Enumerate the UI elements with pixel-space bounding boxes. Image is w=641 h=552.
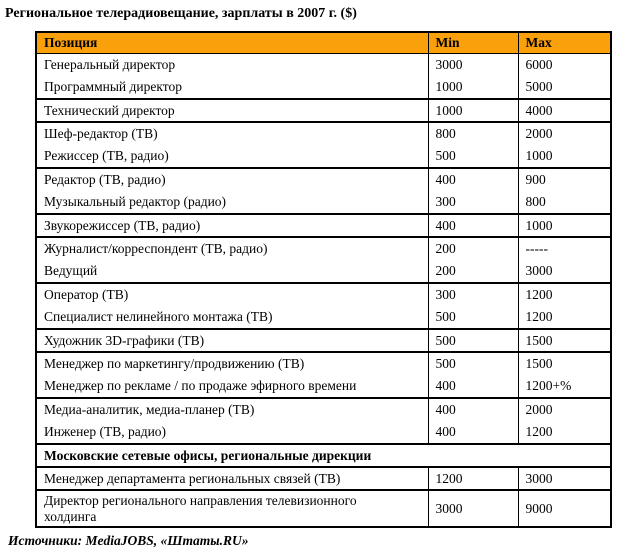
min-cell: 300: [428, 191, 518, 214]
max-cell: 9000: [518, 490, 611, 527]
min-cell: 400: [428, 375, 518, 398]
max-cell: 1200: [518, 306, 611, 329]
table-header: [36, 32, 611, 53]
max-cell: 900: [518, 168, 611, 191]
table-row: [36, 191, 611, 214]
table-row: [36, 53, 611, 76]
position-label: Режиссер (ТВ, радио): [44, 148, 169, 163]
max-cell: 2000: [518, 398, 611, 421]
min-cell: 200: [428, 260, 518, 283]
min-cell: 3000: [428, 53, 518, 76]
source-note: Источники: MediaJOBS, «Штаты.RU»: [8, 533, 249, 548]
max-cell: 800: [518, 191, 611, 214]
position-cell: [36, 53, 428, 76]
position-label: Инженер (ТВ, радио): [44, 424, 167, 439]
max-cell: -----: [518, 237, 611, 260]
position-label: Журналист/корреспондент (ТВ, радио): [44, 241, 268, 256]
min-cell: 400: [428, 168, 518, 191]
table-row: [36, 145, 611, 168]
table-row: [36, 467, 611, 490]
column-header-min: Min: [428, 32, 518, 53]
position-cell: [36, 237, 428, 260]
position-label: Звукорежиссер (ТВ, радио): [44, 217, 201, 233]
position-cell: [36, 145, 428, 168]
max-cell: 1000: [518, 214, 611, 237]
position-label: Редактор (ТВ, радио): [44, 172, 166, 187]
table-row: [36, 375, 611, 398]
table-row: [36, 444, 611, 467]
max-cell: 1500: [518, 352, 611, 375]
position-label: Программный директор: [44, 79, 182, 94]
position-cell: [36, 375, 428, 398]
min-cell: 500: [428, 145, 518, 168]
position-cell: [36, 168, 428, 191]
position-cell: [36, 352, 428, 375]
min-cell: 200: [428, 237, 518, 260]
max-cell: 1000: [518, 145, 611, 168]
min-cell: 1200: [428, 467, 518, 490]
table-row: [36, 237, 611, 260]
max-cell: 5000: [518, 76, 611, 99]
position-label: Медиа-аналитик, медиа-планер (ТВ): [44, 402, 255, 417]
min-cell: 500: [428, 329, 518, 352]
position-label: Ведущий: [44, 263, 98, 278]
position-cell: [36, 122, 428, 145]
table-row: [36, 398, 611, 421]
page-title: Региональное телерадиовещание, зарплаты в 2007 г. ($): [5, 6, 357, 21]
table-row: [36, 329, 611, 352]
table-row: [36, 214, 611, 237]
min-cell: 1000: [428, 99, 518, 122]
min-cell: 1000: [428, 76, 518, 99]
position-cell: [36, 214, 428, 237]
max-cell: 1500: [518, 329, 611, 352]
position-cell: [36, 490, 428, 527]
position-label: Директор регионального направления телевизионного холдинга: [44, 492, 357, 524]
max-cell: 1200: [518, 283, 611, 306]
position-cell: [36, 467, 428, 490]
position-label: Шеф-редактор (ТВ): [44, 126, 158, 141]
table-row: [36, 352, 611, 375]
position-label: Менеджер по маркетингу/продвижению (ТВ): [44, 356, 305, 371]
min-cell: 500: [428, 352, 518, 375]
min-cell: 800: [428, 122, 518, 145]
position-label: Музыкальный редактор (радио): [44, 194, 227, 209]
min-cell: 400: [428, 398, 518, 421]
position-cell: [36, 444, 611, 467]
min-cell: 500: [428, 306, 518, 329]
max-cell: 1200+%: [518, 375, 611, 398]
min-cell: 300: [428, 283, 518, 306]
max-cell: 6000: [518, 53, 611, 76]
min-cell: 3000: [428, 490, 518, 527]
table-body: [36, 53, 611, 527]
position-label: Специалист нелинейного монтажа (ТВ): [44, 309, 273, 324]
max-cell: 3000: [518, 260, 611, 283]
position-cell: [36, 99, 428, 122]
min-cell: 400: [428, 214, 518, 237]
position-cell: [36, 398, 428, 421]
max-cell: 4000: [518, 99, 611, 122]
position-label: Художник 3D-графики (ТВ): [44, 332, 205, 348]
position-cell: [36, 191, 428, 214]
table-row: [36, 122, 611, 145]
min-cell: 400: [428, 421, 518, 444]
max-cell: 2000: [518, 122, 611, 145]
table-row: [36, 168, 611, 191]
position-cell: [36, 306, 428, 329]
position-label: Менеджер по рекламе / по продаже эфирного времени: [44, 378, 357, 393]
table-row: [36, 421, 611, 444]
salary-table: [35, 31, 612, 528]
column-header-position: Позиция: [36, 32, 428, 53]
position-label: Оператор (ТВ): [44, 287, 129, 302]
position-cell: [36, 283, 428, 306]
position-label: Технический директор: [44, 102, 175, 118]
table-row: [36, 490, 611, 527]
position-label: Московские сетевые офисы, региональные дирекции: [44, 447, 372, 463]
table-row: [36, 99, 611, 122]
position-cell: [36, 260, 428, 283]
position-cell: [36, 421, 428, 444]
position-cell: [36, 329, 428, 352]
max-cell: 3000: [518, 467, 611, 490]
table-row: [36, 306, 611, 329]
table-header-row: [36, 32, 611, 53]
table-row: [36, 283, 611, 306]
column-header-max: Max: [518, 32, 611, 53]
table-row: [36, 260, 611, 283]
position-label: Менеджер департамента региональных связей (ТВ): [44, 470, 341, 486]
position-cell: [36, 76, 428, 99]
position-label: Генеральный директор: [44, 56, 176, 72]
table-row: [36, 76, 611, 99]
max-cell: 1200: [518, 421, 611, 444]
